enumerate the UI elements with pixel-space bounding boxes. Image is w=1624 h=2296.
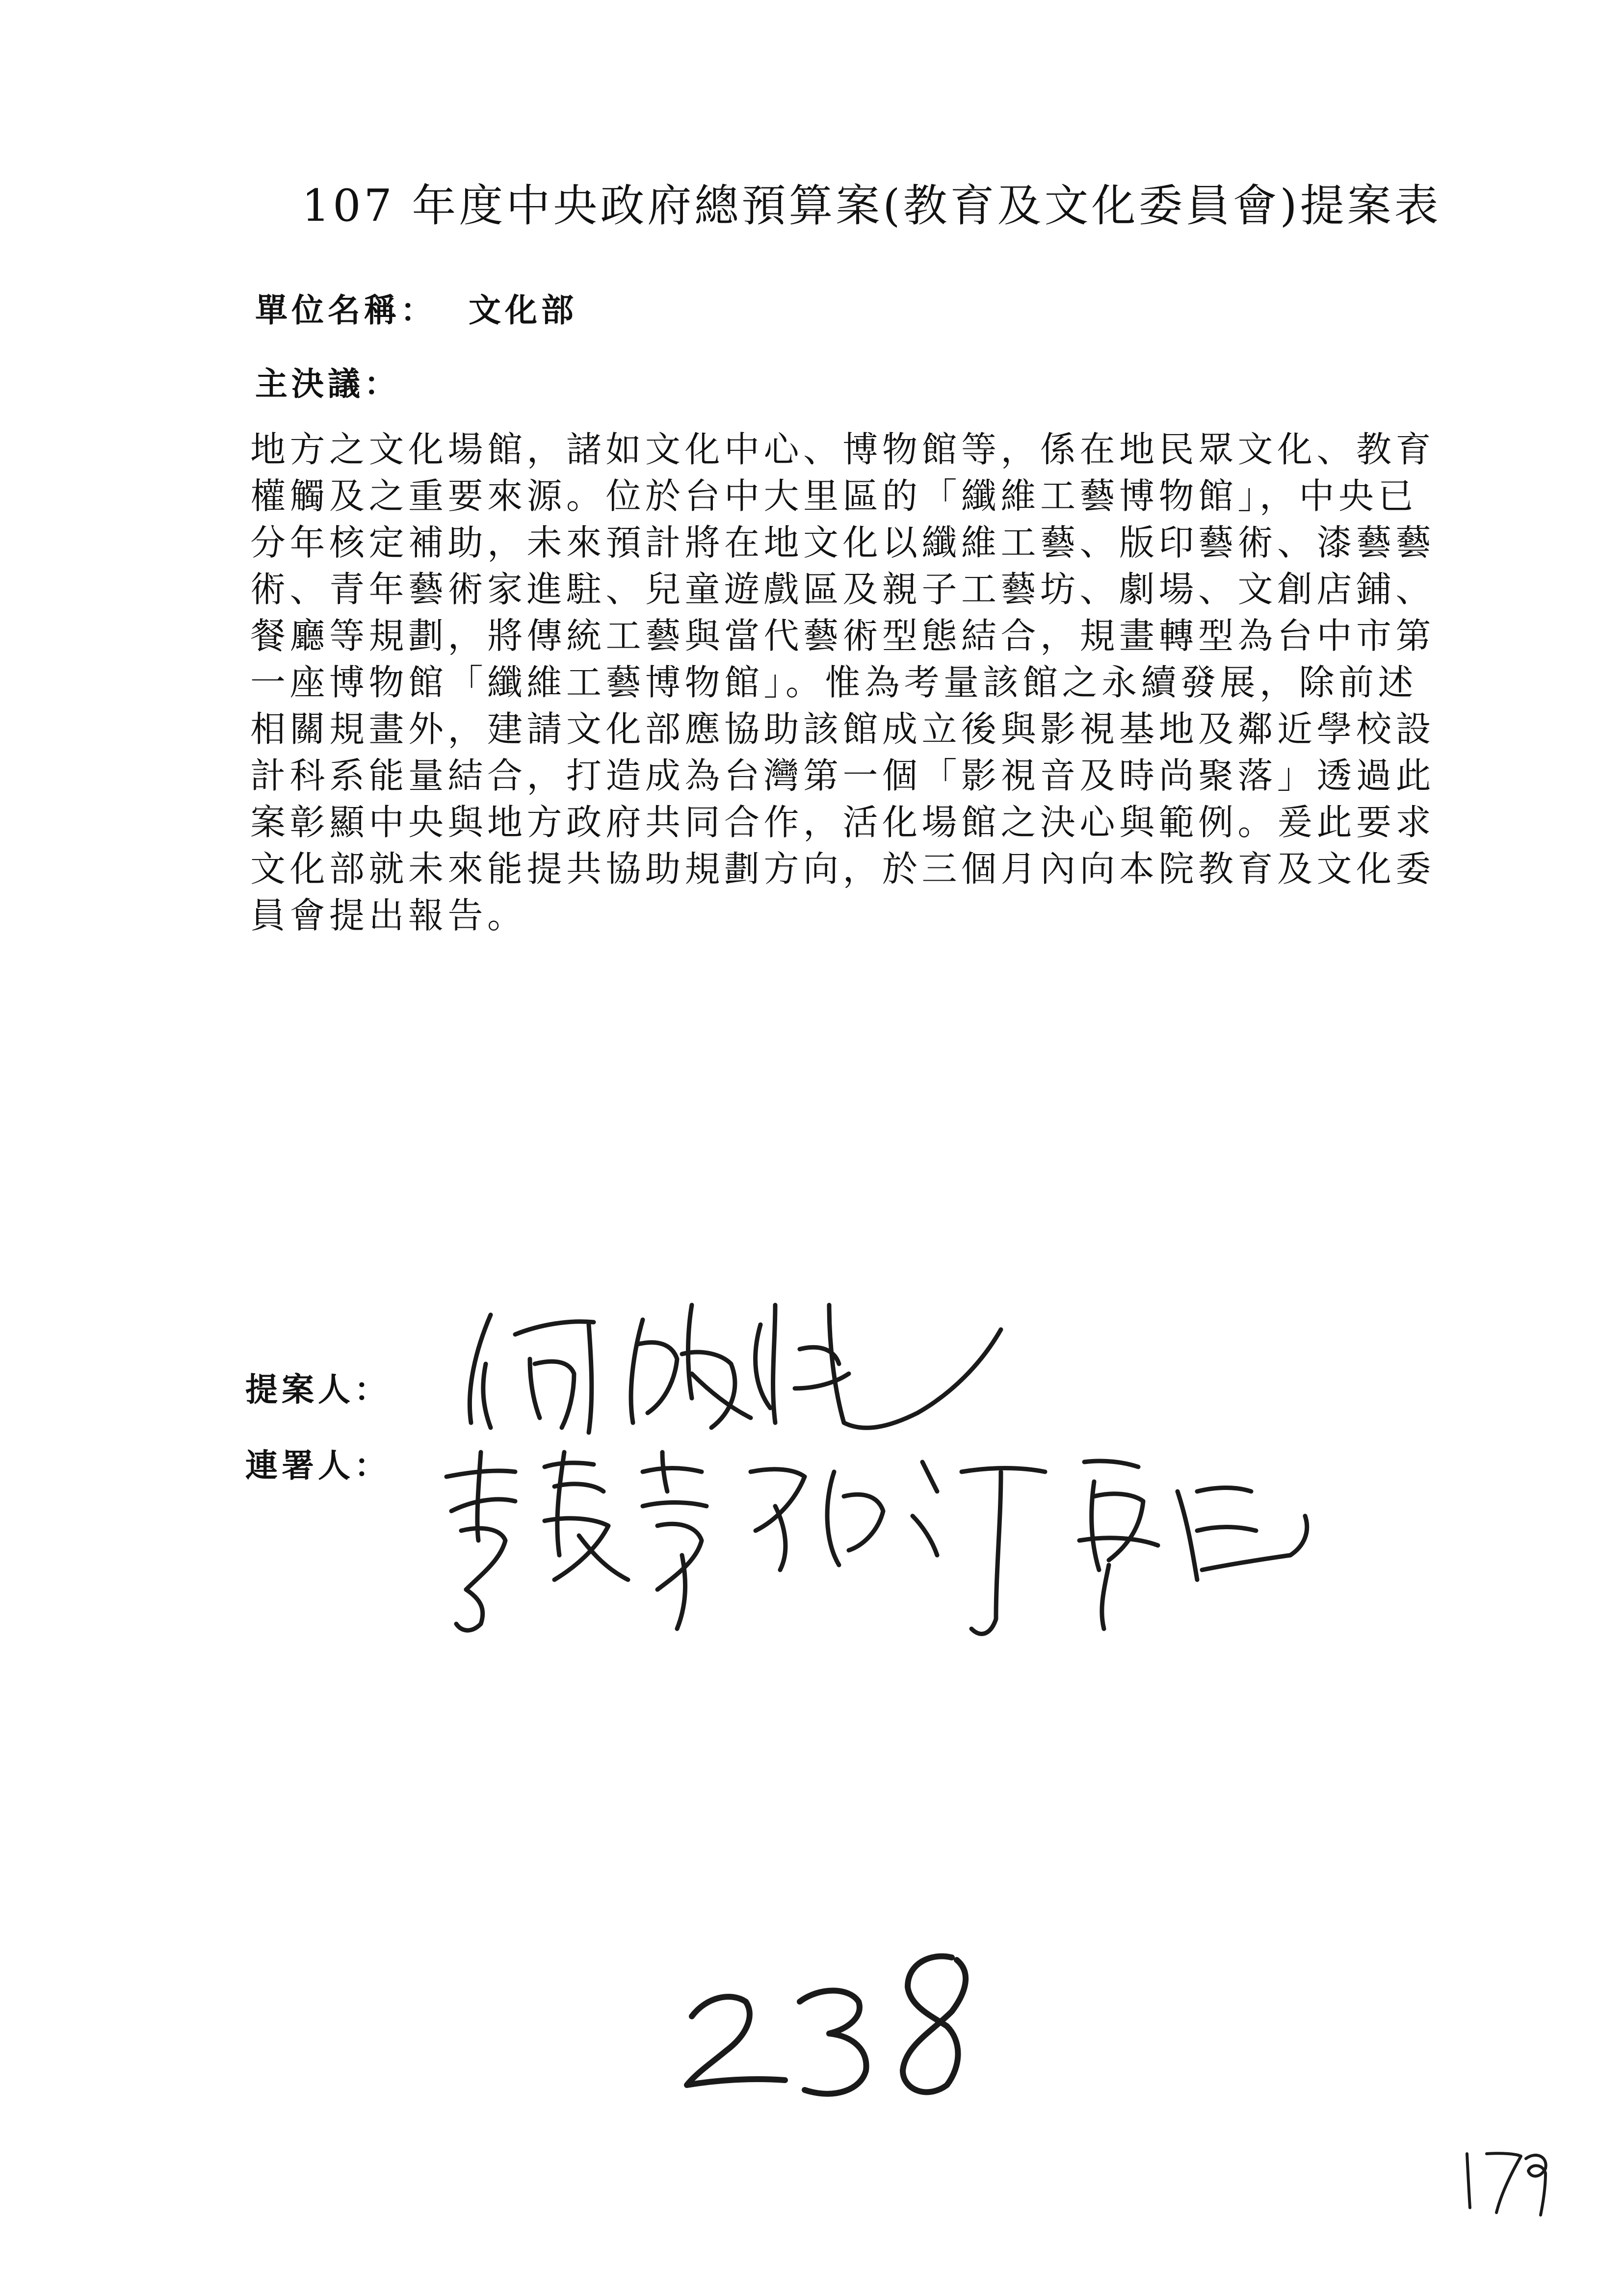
body-line: 權觸及之重要來源。位於台中大里區的「纖維工藝博物館」，中央已 [250,475,1418,517]
cosigner-signatures [432,1442,1315,1648]
handwritten-corner-number [1452,2139,1550,2218]
body-line: 一座博物館「纖維工藝博物館」。惟為考量該館之永續發展，除前述 [250,662,1418,703]
body-line: 地方之文化場館，諸如文化中心、博物館等，係在地民眾文化、教育 [250,429,1436,470]
unit-name-value: 文化部 [469,291,577,329]
cosigner-label: 連署人： [245,1447,391,1485]
handwritten-page-number [677,1943,981,2110]
proposer-label: 提案人： [245,1371,391,1409]
body-line: 案彰顯中央與地方政府共同合作，活化場館之決心與範例。爰此要求 [250,802,1436,843]
document-title: 107 年度中央政府總預算案(教育及文化委員會)提案表 [302,180,1441,232]
main-resolution-label: 主決議： [255,365,400,403]
body-line: 術、青年藝術家進駐、兒童遊戲區及親子工藝坊、劇場、文創店鋪、 [250,569,1436,610]
body-line: 員會提出報告。 [250,895,527,936]
body-line: 相關規畫外，建請文化部應協助該館成立後與影視基地及鄰近學校設 [250,708,1436,750]
body-line: 文化部就未來能提共協助規劃方向，於三個月內向本院教育及文化委 [250,848,1436,889]
body-line: 計科系能量結合，打造成為台灣第一個「影視音及時尚聚落」透過此 [250,755,1436,796]
body-line: 分年核定補助，未來預計將在地文化以纖維工藝、版印藝術、漆藝藝 [250,522,1436,563]
body-line: 餐廳等規劃，將傳統工藝與當代藝術型態結合，規畫轉型為台中市第 [250,615,1436,656]
proposer-signature [456,1276,1035,1442]
resolution-body [250,429,1436,944]
unit-name-label: 單位名稱： [255,291,437,329]
